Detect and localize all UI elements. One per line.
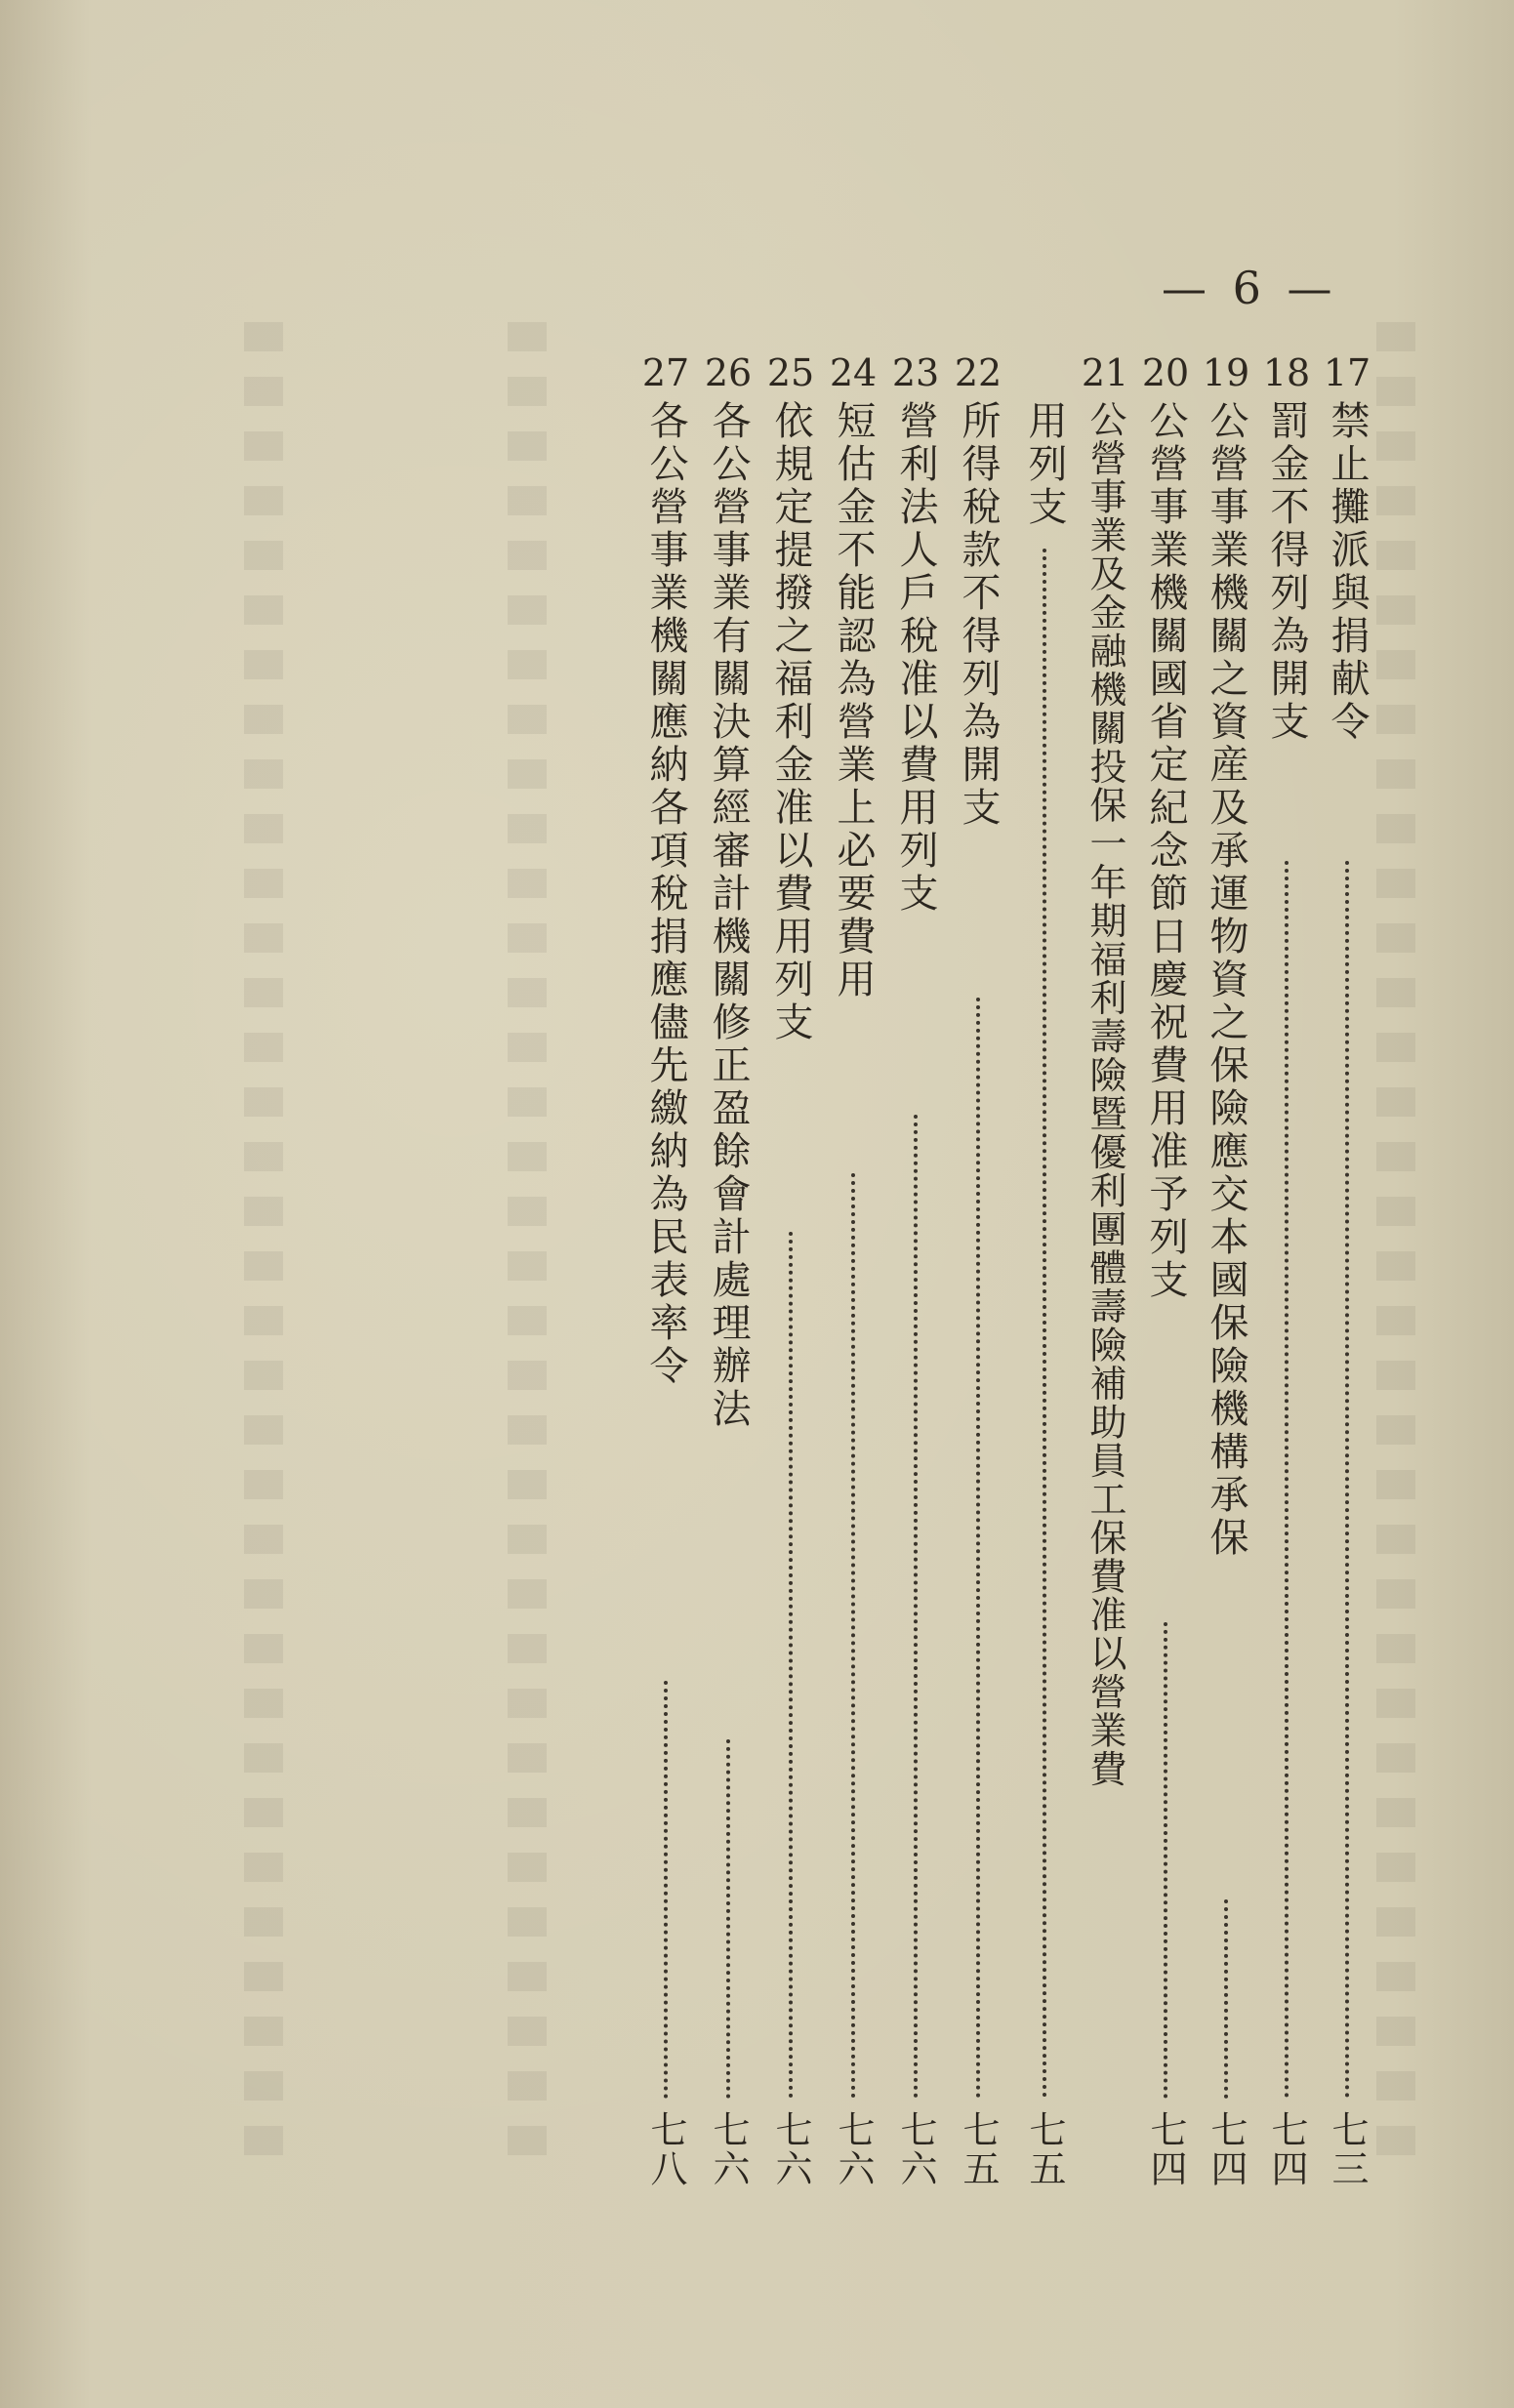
toc-entry bbox=[1320, 353, 1374, 2208]
entry-number: 18 bbox=[1262, 351, 1311, 394]
dot-leader bbox=[1043, 549, 1046, 2099]
entry-number: 23 bbox=[891, 351, 940, 394]
toc-entry bbox=[1138, 353, 1193, 2208]
toc-entry bbox=[1199, 353, 1253, 2208]
entry-title: 營利法人戶稅准以費用列支 bbox=[893, 400, 938, 916]
entry-title: 短估金不能認為營業上必要費用 bbox=[831, 400, 876, 1001]
entry-number: 19 bbox=[1202, 351, 1250, 394]
entry-number: 25 bbox=[766, 351, 815, 394]
dot-leader bbox=[851, 1173, 855, 2099]
toc-entry bbox=[763, 353, 818, 2208]
toc-entry bbox=[888, 353, 943, 2208]
bleed-through-shadow bbox=[508, 322, 547, 2177]
toc-entry bbox=[826, 353, 880, 2208]
entry-title: 所得稅款不得列為開支 bbox=[956, 400, 1001, 830]
dot-leader bbox=[1224, 1899, 1228, 2099]
dot-leader bbox=[1285, 861, 1289, 2099]
toc-entry-continuation bbox=[1017, 353, 1072, 2208]
toc-entry bbox=[638, 353, 693, 2208]
entry-page-ref: 七五 bbox=[957, 2110, 1000, 2188]
entry-number: 17 bbox=[1323, 351, 1371, 394]
entry-page-ref: 七六 bbox=[832, 2110, 875, 2188]
entry-number: 20 bbox=[1141, 351, 1190, 394]
entry-number: 26 bbox=[704, 351, 753, 394]
dot-leader bbox=[664, 1681, 668, 2099]
dot-leader bbox=[726, 1739, 730, 2099]
dot-leader bbox=[1164, 1622, 1167, 2099]
bleed-through-shadow bbox=[1376, 322, 1415, 2177]
entry-title: 公營事業機關之資産及承運物資之保險應交本國保險機構承保 bbox=[1204, 400, 1248, 1560]
entry-page-ref: 七四 bbox=[1144, 2110, 1187, 2188]
entry-number: 27 bbox=[641, 351, 690, 394]
entry-page-ref: 七六 bbox=[894, 2110, 937, 2188]
entry-title: 禁止攤派與捐献令 bbox=[1325, 400, 1370, 744]
entry-number: 22 bbox=[954, 351, 1003, 394]
entry-title: 公營事業及金融機關投保一年期福利壽險暨優利團體壽險補助員工保費准以營業費 bbox=[1084, 400, 1126, 1788]
entry-title: 各公營事業機關應納各項稅捐應儘先繳納為民表率令 bbox=[643, 400, 688, 1388]
page-number: — 6 — bbox=[1162, 262, 1338, 314]
entry-title: 各公營事業有關決算經審計機關修正盈餘會計處理辦法 bbox=[706, 400, 751, 1431]
entry-page-ref: 七八 bbox=[644, 2110, 687, 2188]
entry-number: 21 bbox=[1081, 351, 1129, 394]
entry-page-ref: 七四 bbox=[1265, 2110, 1308, 2188]
bleed-through-shadow bbox=[244, 322, 283, 2177]
toc-entry bbox=[951, 353, 1005, 2208]
entry-page-ref: 七四 bbox=[1205, 2110, 1248, 2188]
entry-number: 24 bbox=[829, 351, 878, 394]
entry-page-ref: 七五 bbox=[1023, 2110, 1066, 2188]
toc-entry bbox=[701, 353, 756, 2208]
entry-page-ref: 七六 bbox=[707, 2110, 750, 2188]
dot-leader bbox=[914, 1115, 918, 2099]
entry-title: 公營事業機關國省定紀念節日慶祝費用准予列支 bbox=[1143, 400, 1188, 1302]
entry-page-ref: 七六 bbox=[769, 2110, 812, 2188]
dot-leader bbox=[1345, 861, 1349, 2099]
entry-page-ref: 七三 bbox=[1326, 2110, 1369, 2188]
toc-entry bbox=[1259, 353, 1314, 2208]
entry-title-continuation: 用列支 bbox=[1022, 400, 1067, 529]
entry-title: 依規定提撥之福利金准以費用列支 bbox=[768, 400, 813, 1044]
toc-entry bbox=[1078, 353, 1132, 2208]
dot-leader bbox=[789, 1232, 793, 2099]
entry-title: 罰金不得列為開支 bbox=[1264, 400, 1309, 744]
dot-leader bbox=[976, 998, 980, 2099]
